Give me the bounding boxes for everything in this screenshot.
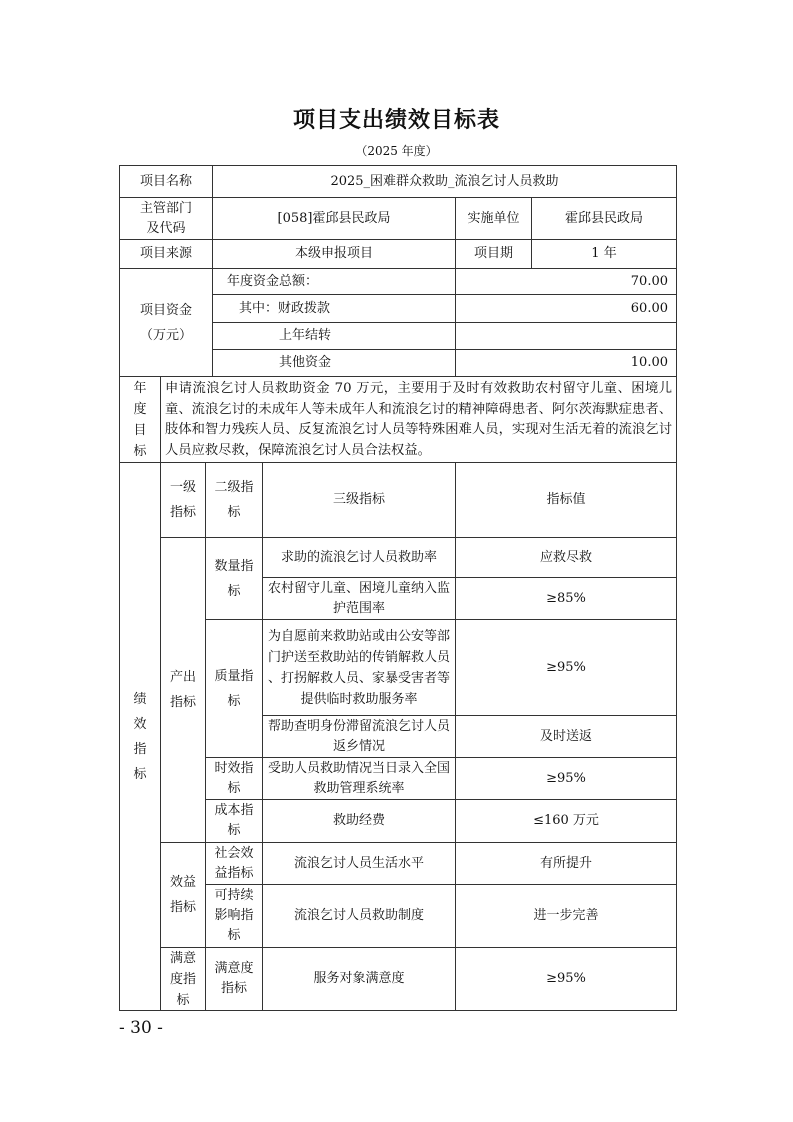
funds-row-label: 上年结转 xyxy=(212,322,456,350)
l1-output: 产出指标 xyxy=(160,537,206,843)
l2-quantity: 数量指标 xyxy=(205,537,263,620)
impl-value: 霍邱县民政局 xyxy=(531,197,677,240)
funds-label: 项目资金（万元） xyxy=(119,268,213,377)
l2-social: 社会效益指标 xyxy=(205,842,263,885)
l2-timeliness: 时效指标 xyxy=(205,757,263,800)
header-value: 指标值 xyxy=(455,462,677,538)
source-value: 本级申报项目 xyxy=(212,239,456,269)
l1-satisfaction: 满意度指标 xyxy=(160,947,206,1011)
impl-label: 实施单位 xyxy=(455,197,532,240)
page-title: 项目支出绩效目标表 xyxy=(292,107,500,133)
l3-name: 求助的流浪乞讨人员救助率 xyxy=(262,537,456,578)
l2-cost: 成本指标 xyxy=(205,799,263,843)
funds-row-label: 年度资金总额： xyxy=(212,268,456,295)
period-value: 1 年 xyxy=(531,239,677,269)
header-l2: 二级指标 xyxy=(205,462,263,538)
l3-value: ≥95% xyxy=(455,757,677,800)
l2-satisfaction: 满意度指标 xyxy=(205,947,263,1011)
funds-row-value: 10.00 xyxy=(455,349,677,377)
funds-row-value: 60.00 xyxy=(455,294,677,323)
l3-value: ≥85% xyxy=(455,577,677,620)
l3-value: ≥95% xyxy=(455,947,677,1011)
l2-quality: 质量指标 xyxy=(205,619,263,758)
l3-name: 帮助查明身份滞留流浪乞讨人员返乡情况 xyxy=(262,715,456,758)
funds-row-label: 其他资金 xyxy=(212,349,456,377)
header-l1: 一级指标 xyxy=(160,462,206,538)
l3-name: 流浪乞讨人员生活水平 xyxy=(262,842,456,885)
l3-value: 有所提升 xyxy=(455,842,677,885)
l2-sustainable: 可持续影响指标 xyxy=(205,884,263,948)
year-subtitle: （2025 年度） xyxy=(355,144,438,158)
goal-label: 年度目标 xyxy=(119,376,161,463)
l3-name: 救助经费 xyxy=(262,799,456,843)
goal-text: 申请流浪乞讨人员救助资金 70 万元，主要用于及时有效救助农村留守儿童、困境儿童、流浪乞讨的未成年人等未成年人和流浪乞讨的精神障碍患者、阿尔茨海默症患者、肢体和智力残疾人员、反复流浪乞讨人员等特殊困难人员，实现对生活无着的流浪乞讨人员应救尽救，保障流浪乞讨人员合法权益。 xyxy=(160,376,677,463)
name-value: 2025_困难群众救助_流浪乞讨人员救助 xyxy=(212,165,677,198)
funds-row-value: 70.00 xyxy=(455,268,677,295)
page-number: - 30 - xyxy=(119,1018,163,1038)
l3-name: 流浪乞讨人员救助制度 xyxy=(262,884,456,948)
l3-name: 农村留守儿童、困境儿童纳入监护范围率 xyxy=(262,577,456,620)
l3-value: 应救尽救 xyxy=(455,537,677,578)
l3-value: 及时送返 xyxy=(455,715,677,758)
dept-label: 主管部门及代码 xyxy=(119,197,213,240)
funds-row-label: 其中：财政拨款 xyxy=(212,294,456,323)
l3-value: ≥95% xyxy=(455,619,677,716)
funds-row-value xyxy=(455,322,677,350)
header-l3: 三级指标 xyxy=(262,462,456,538)
l3-name: 服务对象满意度 xyxy=(262,947,456,1011)
l3-value: 进一步完善 xyxy=(455,884,677,948)
l3-name: 受助人员救助情况当日录入全国救助管理系统率 xyxy=(262,757,456,800)
name-label: 项目名称 xyxy=(119,165,213,198)
source-label: 项目来源 xyxy=(119,239,213,269)
dept-value: [058]霍邱县民政局 xyxy=(212,197,456,240)
perf-label: 绩效指标 xyxy=(119,462,161,1011)
l3-name: 为自愿前来救助站或由公安等部门护送至救助站的传销解救人员 、打拐解救人员、家暴受害者等提供临时救助服务率 xyxy=(262,619,456,716)
l1-benefit: 效益指标 xyxy=(160,842,206,948)
period-label: 项目期 xyxy=(455,239,532,269)
l3-value: ≤160 万元 xyxy=(455,799,677,843)
